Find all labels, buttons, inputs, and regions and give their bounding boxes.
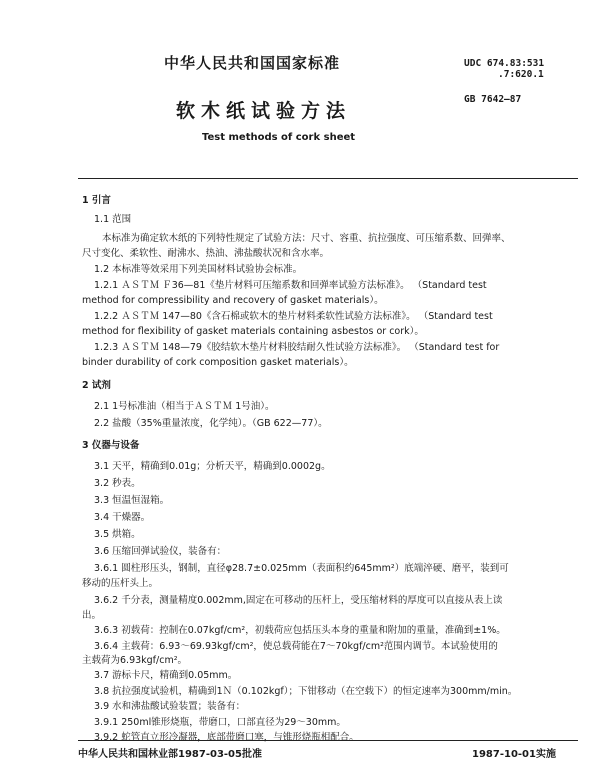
approval-note: 中华人民共和国林业部1987-03-05批准	[78, 749, 262, 760]
clause-1-2-2-line-2: method for flexibility of gasket materials containing asbestos or cork）。	[82, 326, 424, 337]
clause-3-7: 3.7 游标卡尺，精确到0.05mm。	[94, 670, 238, 681]
clause-3-6-2-line-1: 3.6.2 千分表，测量精度0.002mm,固定在可移动的压杆上，受压缩材料的厚度可以直接从表上读	[94, 595, 503, 606]
udc-line-2: .7:620.1	[498, 69, 544, 80]
clause-3-6-4-line-2: 主载荷为6.93kgf/cm²。	[82, 654, 188, 666]
clause-1-2-1-line-2: method for compressibility and recovery of gasket materials）。	[82, 295, 384, 306]
implementation-date: 1987-10-01实施	[472, 749, 556, 760]
udc-line-1: UDC 674.83:531	[464, 58, 545, 69]
clause-3-6-3: 3.6.3 初载荷：控制在0.07kgf/cm²，初载荷应包括压头本身的重量和附加的重量，准确到±1%。	[94, 625, 506, 636]
section-1-heading: 1 引言	[82, 195, 111, 206]
clause-3-3: 3.3 恒温恒湿箱。	[94, 495, 170, 506]
gb-number: GB 7642—87	[464, 94, 522, 105]
clause-3-6-2-line-2: 出。	[82, 610, 102, 621]
clause-1-2: 1.2 本标准等效采用下列美国材料试验协会标准。	[94, 264, 303, 275]
standard-org: 中华人民共和国国家标准	[164, 54, 341, 72]
clause-1-2-3-line-1: 1.2.3 ＡＳＴＭ 148—79《胶结软木垫片材料胶结耐久性试验方法标准》。 （Standard test for	[94, 342, 500, 353]
clause-1-2-1-line-1: 1.2.1 ＡＳＴＭ Ｆ36—81《垫片材料可压缩系数和回弹率试验方法标准》。 （Standard test	[94, 280, 487, 291]
document-title: 软木纸试验方法	[176, 100, 352, 122]
clause-3-6-1-line-1: 3.6.1 圆柱形压头，钢制，直径φ28.7±0.025mm（表面积约645mm²）底端淬硬、磨平，装到可	[94, 563, 509, 574]
clause-3-4: 3.4 干燥器。	[94, 512, 151, 523]
clause-3-5: 3.5 烘箱。	[94, 529, 141, 540]
para-1-line-1: 本标准为确定软木纸的下列特性规定了试验方法：尺寸、容重、抗拉强度、可压缩系数、回弹率、	[102, 233, 511, 244]
english-title: Test methods of cork sheet	[202, 132, 356, 143]
clause-2-1: 2.1 1号标准油（相当于ＡＳＴＭ 1号油）。	[94, 401, 275, 412]
udc-code	[464, 58, 544, 80]
clause-3-9-1: 3.9.1 250ml锥形烧瓶，带磨口，口部直径为29～30mm。	[94, 716, 346, 728]
section-3-heading: 3 仪器与设备	[82, 440, 140, 451]
clause-3-8: 3.8 抗拉强度试验机，精确到1Ｎ（0.102kgf）；下钳移动（在空载下）的恒定速率为300mm/min。	[94, 685, 518, 697]
clause-3-6-1-line-2: 移动的压杆头上。	[82, 578, 159, 589]
clause-1-1: 1.1 范围	[94, 214, 132, 225]
clause-3-1: 3.1 天平，精确到0.01g；分析天平，精确到0.0002g。	[94, 461, 331, 472]
section-2-heading: 2 试剂	[82, 380, 111, 391]
clause-3-9: 3.9 水和沸盐酸试验装置；装备有：	[94, 701, 246, 712]
top-divider	[78, 178, 578, 179]
para-1-line-2: 尺寸变化、柔软性、耐沸水、热油、沸盐酸状况和含水率。	[82, 248, 330, 259]
clause-1-2-3-line-2: binder durability of cork composition gasket materials）。	[82, 357, 354, 368]
clause-3-6-4-line-1: 3.6.4 主载荷：6.93～69.93kgf/cm²，使总载荷能在7～70kgf/cm²范围内调节。本试验使用的	[94, 640, 498, 652]
clause-3-6: 3.6 压缩回弹试验仪，装备有：	[94, 546, 227, 557]
clause-3-2: 3.2 秒表。	[94, 478, 141, 489]
clause-1-2-2-line-1: 1.2.2 ＡＳＴＭ 147—80《含石棉或软木的垫片材料柔软性试验方法标准》。 （Standard test	[94, 311, 493, 322]
bottom-divider	[78, 740, 578, 741]
clause-3-9-2: 3.9.2 蛇管直立形冷凝器，底部带磨口塞，与锥形烧瓶相配合。	[94, 732, 359, 743]
clause-2-2: 2.2 盐酸（35%重量浓度，化学纯）。（GB 622—77）。	[94, 418, 328, 429]
